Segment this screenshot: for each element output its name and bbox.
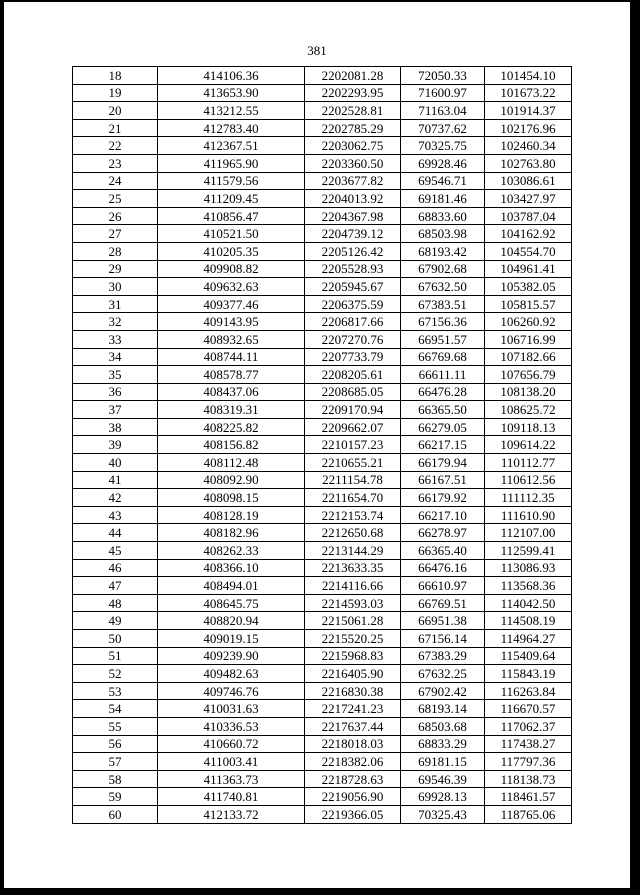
value-cell-2: 2211154.78 bbox=[305, 471, 401, 489]
value-cell-3: 66610.97 bbox=[401, 577, 485, 595]
value-cell-1: 409908.82 bbox=[158, 260, 305, 278]
table-row bbox=[73, 682, 572, 700]
value-cell-1: 409239.90 bbox=[158, 647, 305, 665]
row-index-cell: 29 bbox=[73, 260, 158, 278]
value-cell-4: 108138.20 bbox=[485, 383, 572, 401]
value-cell-1: 408319.31 bbox=[158, 401, 305, 419]
row-index-cell: 28 bbox=[73, 242, 158, 260]
row-index-cell: 19 bbox=[73, 84, 158, 102]
value-cell-3: 67156.14 bbox=[401, 630, 485, 648]
value-cell-2: 2204367.98 bbox=[305, 207, 401, 225]
value-cell-2: 2218382.06 bbox=[305, 753, 401, 771]
value-cell-1: 410856.47 bbox=[158, 207, 305, 225]
value-cell-4: 111610.90 bbox=[485, 506, 572, 524]
table-row bbox=[73, 119, 572, 137]
table-row bbox=[73, 788, 572, 806]
value-cell-1: 408645.75 bbox=[158, 594, 305, 612]
row-index-cell: 31 bbox=[73, 295, 158, 313]
table-row bbox=[73, 137, 572, 155]
table-row bbox=[73, 207, 572, 225]
value-cell-2: 2202081.28 bbox=[305, 67, 401, 85]
row-index-cell: 32 bbox=[73, 313, 158, 331]
value-cell-3: 66167.51 bbox=[401, 471, 485, 489]
value-cell-3: 69928.46 bbox=[401, 154, 485, 172]
table-row bbox=[73, 524, 572, 542]
row-index-cell: 56 bbox=[73, 735, 158, 753]
value-cell-4: 104961.41 bbox=[485, 260, 572, 278]
row-index-cell: 57 bbox=[73, 753, 158, 771]
value-cell-2: 2203360.50 bbox=[305, 154, 401, 172]
value-cell-3: 70325.75 bbox=[401, 137, 485, 155]
value-cell-4: 109118.13 bbox=[485, 418, 572, 436]
value-cell-2: 2208205.61 bbox=[305, 366, 401, 384]
value-cell-1: 408744.11 bbox=[158, 348, 305, 366]
value-cell-2: 2215520.25 bbox=[305, 630, 401, 648]
row-index-cell: 41 bbox=[73, 471, 158, 489]
row-index-cell: 48 bbox=[73, 594, 158, 612]
value-cell-2: 2211654.70 bbox=[305, 489, 401, 507]
value-cell-4: 110112.77 bbox=[485, 454, 572, 472]
row-index-cell: 38 bbox=[73, 418, 158, 436]
value-cell-3: 66217.10 bbox=[401, 506, 485, 524]
table-row bbox=[73, 665, 572, 683]
value-cell-3: 67632.25 bbox=[401, 665, 485, 683]
value-cell-4: 103787.04 bbox=[485, 207, 572, 225]
value-cell-2: 2203677.82 bbox=[305, 172, 401, 190]
value-cell-1: 410031.63 bbox=[158, 700, 305, 718]
row-index-cell: 45 bbox=[73, 542, 158, 560]
value-cell-4: 101673.22 bbox=[485, 84, 572, 102]
value-cell-1: 410336.53 bbox=[158, 717, 305, 735]
table-row bbox=[73, 506, 572, 524]
row-index-cell: 26 bbox=[73, 207, 158, 225]
table-row bbox=[73, 225, 572, 243]
table-body bbox=[73, 67, 572, 824]
table-row bbox=[73, 154, 572, 172]
table-row bbox=[73, 330, 572, 348]
table-row bbox=[73, 577, 572, 595]
value-cell-1: 411579.56 bbox=[158, 172, 305, 190]
value-cell-3: 68503.68 bbox=[401, 717, 485, 735]
value-cell-2: 2207270.76 bbox=[305, 330, 401, 348]
value-cell-3: 66476.16 bbox=[401, 559, 485, 577]
value-cell-2: 2219056.90 bbox=[305, 788, 401, 806]
value-cell-2: 2206817.66 bbox=[305, 313, 401, 331]
row-index-cell: 58 bbox=[73, 770, 158, 788]
value-cell-4: 102763.80 bbox=[485, 154, 572, 172]
row-index-cell: 51 bbox=[73, 647, 158, 665]
value-cell-1: 411209.45 bbox=[158, 190, 305, 208]
value-cell-2: 2205126.42 bbox=[305, 242, 401, 260]
table-row bbox=[73, 172, 572, 190]
table-row bbox=[73, 594, 572, 612]
value-cell-1: 408225.82 bbox=[158, 418, 305, 436]
value-cell-3: 67632.50 bbox=[401, 278, 485, 296]
row-index-cell: 50 bbox=[73, 630, 158, 648]
value-cell-1: 408128.19 bbox=[158, 506, 305, 524]
value-cell-1: 410660.72 bbox=[158, 735, 305, 753]
value-cell-4: 106260.92 bbox=[485, 313, 572, 331]
value-cell-1: 409143.95 bbox=[158, 313, 305, 331]
value-cell-3: 68193.42 bbox=[401, 242, 485, 260]
value-cell-4: 115843.19 bbox=[485, 665, 572, 683]
value-cell-1: 408182.96 bbox=[158, 524, 305, 542]
table-row bbox=[73, 454, 572, 472]
value-cell-4: 118461.57 bbox=[485, 788, 572, 806]
value-cell-4: 110612.56 bbox=[485, 471, 572, 489]
value-cell-1: 408437.06 bbox=[158, 383, 305, 401]
value-cell-4: 117062.37 bbox=[485, 717, 572, 735]
value-cell-1: 408092.90 bbox=[158, 471, 305, 489]
value-cell-1: 408156.82 bbox=[158, 436, 305, 454]
value-cell-3: 66769.51 bbox=[401, 594, 485, 612]
value-cell-4: 102176.96 bbox=[485, 119, 572, 137]
value-cell-1: 408366.10 bbox=[158, 559, 305, 577]
row-index-cell: 36 bbox=[73, 383, 158, 401]
value-cell-3: 67902.42 bbox=[401, 682, 485, 700]
value-cell-3: 67383.29 bbox=[401, 647, 485, 665]
value-cell-2: 2202785.29 bbox=[305, 119, 401, 137]
table-row bbox=[73, 630, 572, 648]
row-index-cell: 39 bbox=[73, 436, 158, 454]
value-cell-3: 66769.68 bbox=[401, 348, 485, 366]
table-row bbox=[73, 295, 572, 313]
table-row bbox=[73, 278, 572, 296]
row-index-cell: 37 bbox=[73, 401, 158, 419]
value-cell-2: 2205945.67 bbox=[305, 278, 401, 296]
row-index-cell: 35 bbox=[73, 366, 158, 384]
value-cell-2: 2216405.90 bbox=[305, 665, 401, 683]
value-cell-4: 107656.79 bbox=[485, 366, 572, 384]
value-cell-3: 69181.15 bbox=[401, 753, 485, 771]
row-index-cell: 22 bbox=[73, 137, 158, 155]
value-cell-3: 68503.98 bbox=[401, 225, 485, 243]
value-cell-2: 2215061.28 bbox=[305, 612, 401, 630]
value-cell-4: 107182.66 bbox=[485, 348, 572, 366]
value-cell-2: 2214116.66 bbox=[305, 577, 401, 595]
value-cell-4: 114964.27 bbox=[485, 630, 572, 648]
row-index-cell: 23 bbox=[73, 154, 158, 172]
row-index-cell: 24 bbox=[73, 172, 158, 190]
table-row bbox=[73, 84, 572, 102]
value-cell-3: 70325.43 bbox=[401, 805, 485, 823]
row-index-cell: 43 bbox=[73, 506, 158, 524]
page-number: 381 bbox=[307, 43, 327, 58]
value-cell-4: 101914.37 bbox=[485, 102, 572, 120]
value-cell-4: 105382.05 bbox=[485, 278, 572, 296]
value-cell-2: 2209662.07 bbox=[305, 418, 401, 436]
table-row bbox=[73, 67, 572, 85]
row-index-cell: 27 bbox=[73, 225, 158, 243]
value-cell-3: 66278.97 bbox=[401, 524, 485, 542]
value-cell-1: 409746.76 bbox=[158, 682, 305, 700]
value-cell-1: 411740.81 bbox=[158, 788, 305, 806]
value-cell-1: 408262.33 bbox=[158, 542, 305, 560]
value-cell-3: 68193.14 bbox=[401, 700, 485, 718]
value-cell-4: 117438.27 bbox=[485, 735, 572, 753]
value-cell-1: 411003.41 bbox=[158, 753, 305, 771]
table-row bbox=[73, 542, 572, 560]
value-cell-2: 2212153.74 bbox=[305, 506, 401, 524]
value-cell-3: 66179.94 bbox=[401, 454, 485, 472]
value-cell-3: 69546.39 bbox=[401, 770, 485, 788]
value-cell-1: 408578.77 bbox=[158, 366, 305, 384]
row-index-cell: 30 bbox=[73, 278, 158, 296]
table-row bbox=[73, 489, 572, 507]
value-cell-3: 71600.97 bbox=[401, 84, 485, 102]
value-cell-4: 103086.61 bbox=[485, 172, 572, 190]
value-cell-3: 69181.46 bbox=[401, 190, 485, 208]
value-cell-4: 101454.10 bbox=[485, 67, 572, 85]
value-cell-2: 2217637.44 bbox=[305, 717, 401, 735]
value-cell-3: 67902.68 bbox=[401, 260, 485, 278]
table-row bbox=[73, 102, 572, 120]
table-row bbox=[73, 700, 572, 718]
row-index-cell: 60 bbox=[73, 805, 158, 823]
row-index-cell: 49 bbox=[73, 612, 158, 630]
row-index-cell: 25 bbox=[73, 190, 158, 208]
value-cell-4: 113086.93 bbox=[485, 559, 572, 577]
value-cell-3: 66217.15 bbox=[401, 436, 485, 454]
table-row bbox=[73, 735, 572, 753]
value-cell-4: 116263.84 bbox=[485, 682, 572, 700]
value-cell-2: 2202293.95 bbox=[305, 84, 401, 102]
value-cell-4: 104554.70 bbox=[485, 242, 572, 260]
row-index-cell: 59 bbox=[73, 788, 158, 806]
table-row bbox=[73, 717, 572, 735]
value-cell-1: 413653.90 bbox=[158, 84, 305, 102]
row-index-cell: 34 bbox=[73, 348, 158, 366]
value-cell-1: 408494.01 bbox=[158, 577, 305, 595]
value-cell-1: 409632.63 bbox=[158, 278, 305, 296]
value-cell-4: 106716.99 bbox=[485, 330, 572, 348]
value-cell-2: 2219366.05 bbox=[305, 805, 401, 823]
row-index-cell: 42 bbox=[73, 489, 158, 507]
value-cell-3: 66365.40 bbox=[401, 542, 485, 560]
value-cell-4: 118138.73 bbox=[485, 770, 572, 788]
value-cell-1: 408112.48 bbox=[158, 454, 305, 472]
value-cell-4: 117797.36 bbox=[485, 753, 572, 771]
value-cell-2: 2217241.23 bbox=[305, 700, 401, 718]
value-cell-2: 2212650.68 bbox=[305, 524, 401, 542]
value-cell-3: 69546.71 bbox=[401, 172, 485, 190]
value-cell-4: 103427.97 bbox=[485, 190, 572, 208]
value-cell-2: 2202528.81 bbox=[305, 102, 401, 120]
value-cell-4: 113568.36 bbox=[485, 577, 572, 595]
row-index-cell: 55 bbox=[73, 717, 158, 735]
table-row bbox=[73, 260, 572, 278]
value-cell-1: 408820.94 bbox=[158, 612, 305, 630]
value-cell-3: 66611.11 bbox=[401, 366, 485, 384]
value-cell-2: 2205528.93 bbox=[305, 260, 401, 278]
table-row bbox=[73, 401, 572, 419]
value-cell-2: 2206375.59 bbox=[305, 295, 401, 313]
value-cell-4: 114042.50 bbox=[485, 594, 572, 612]
value-cell-3: 67383.51 bbox=[401, 295, 485, 313]
table-row bbox=[73, 418, 572, 436]
value-cell-3: 67156.36 bbox=[401, 313, 485, 331]
value-cell-1: 410205.35 bbox=[158, 242, 305, 260]
value-cell-3: 66951.57 bbox=[401, 330, 485, 348]
value-cell-4: 112599.41 bbox=[485, 542, 572, 560]
table-row bbox=[73, 471, 572, 489]
value-cell-3: 66365.50 bbox=[401, 401, 485, 419]
document-page bbox=[4, 2, 630, 888]
value-cell-4: 115409.64 bbox=[485, 647, 572, 665]
table-row bbox=[73, 313, 572, 331]
row-index-cell: 20 bbox=[73, 102, 158, 120]
value-cell-4: 112107.00 bbox=[485, 524, 572, 542]
value-cell-4: 108625.72 bbox=[485, 401, 572, 419]
value-cell-4: 116670.57 bbox=[485, 700, 572, 718]
table-row bbox=[73, 348, 572, 366]
value-cell-4: 114508.19 bbox=[485, 612, 572, 630]
value-cell-1: 411363.73 bbox=[158, 770, 305, 788]
row-index-cell: 54 bbox=[73, 700, 158, 718]
value-cell-3: 68833.60 bbox=[401, 207, 485, 225]
value-cell-2: 2203062.75 bbox=[305, 137, 401, 155]
value-cell-2: 2207733.79 bbox=[305, 348, 401, 366]
value-cell-4: 102460.34 bbox=[485, 137, 572, 155]
table-row bbox=[73, 242, 572, 260]
value-cell-1: 413212.55 bbox=[158, 102, 305, 120]
value-cell-3: 66279.05 bbox=[401, 418, 485, 436]
value-cell-2: 2204013.92 bbox=[305, 190, 401, 208]
value-cell-1: 408098.15 bbox=[158, 489, 305, 507]
value-cell-2: 2214593.03 bbox=[305, 594, 401, 612]
row-index-cell: 47 bbox=[73, 577, 158, 595]
value-cell-2: 2218728.63 bbox=[305, 770, 401, 788]
value-cell-2: 2204739.12 bbox=[305, 225, 401, 243]
row-index-cell: 44 bbox=[73, 524, 158, 542]
value-cell-4: 105815.57 bbox=[485, 295, 572, 313]
value-cell-4: 104162.92 bbox=[485, 225, 572, 243]
value-cell-1: 409482.63 bbox=[158, 665, 305, 683]
value-cell-3: 66951.38 bbox=[401, 612, 485, 630]
value-cell-3: 70737.62 bbox=[401, 119, 485, 137]
value-cell-4: 118765.06 bbox=[485, 805, 572, 823]
value-cell-1: 412783.40 bbox=[158, 119, 305, 137]
row-index-cell: 33 bbox=[73, 330, 158, 348]
value-cell-3: 71163.04 bbox=[401, 102, 485, 120]
value-cell-2: 2210655.21 bbox=[305, 454, 401, 472]
value-cell-3: 72050.33 bbox=[401, 67, 485, 85]
table-row bbox=[73, 805, 572, 823]
value-cell-1: 411965.90 bbox=[158, 154, 305, 172]
value-cell-2: 2213144.29 bbox=[305, 542, 401, 560]
table-row bbox=[73, 770, 572, 788]
row-index-cell: 21 bbox=[73, 119, 158, 137]
table-row bbox=[73, 190, 572, 208]
row-index-cell: 40 bbox=[73, 454, 158, 472]
value-cell-4: 109614.22 bbox=[485, 436, 572, 454]
value-cell-2: 2216830.38 bbox=[305, 682, 401, 700]
table-row bbox=[73, 436, 572, 454]
value-cell-2: 2218018.03 bbox=[305, 735, 401, 753]
value-cell-2: 2209170.94 bbox=[305, 401, 401, 419]
table-row bbox=[73, 366, 572, 384]
row-index-cell: 46 bbox=[73, 559, 158, 577]
row-index-cell: 18 bbox=[73, 67, 158, 85]
value-cell-1: 412367.51 bbox=[158, 137, 305, 155]
value-cell-1: 412133.72 bbox=[158, 805, 305, 823]
value-cell-2: 2208685.05 bbox=[305, 383, 401, 401]
value-cell-1: 409377.46 bbox=[158, 295, 305, 313]
coordinates-table bbox=[72, 66, 572, 824]
value-cell-2: 2213633.35 bbox=[305, 559, 401, 577]
table-row bbox=[73, 383, 572, 401]
value-cell-3: 66476.28 bbox=[401, 383, 485, 401]
value-cell-1: 410521.50 bbox=[158, 225, 305, 243]
value-cell-1: 409019.15 bbox=[158, 630, 305, 648]
table-row bbox=[73, 559, 572, 577]
table-row bbox=[73, 647, 572, 665]
value-cell-4: 111112.35 bbox=[485, 489, 572, 507]
value-cell-1: 414106.36 bbox=[158, 67, 305, 85]
table-row bbox=[73, 753, 572, 771]
row-index-cell: 52 bbox=[73, 665, 158, 683]
row-index-cell: 53 bbox=[73, 682, 158, 700]
value-cell-3: 68833.29 bbox=[401, 735, 485, 753]
table-row bbox=[73, 612, 572, 630]
value-cell-2: 2215968.83 bbox=[305, 647, 401, 665]
value-cell-3: 66179.92 bbox=[401, 489, 485, 507]
value-cell-2: 2210157.23 bbox=[305, 436, 401, 454]
value-cell-3: 69928.13 bbox=[401, 788, 485, 806]
value-cell-1: 408932.65 bbox=[158, 330, 305, 348]
